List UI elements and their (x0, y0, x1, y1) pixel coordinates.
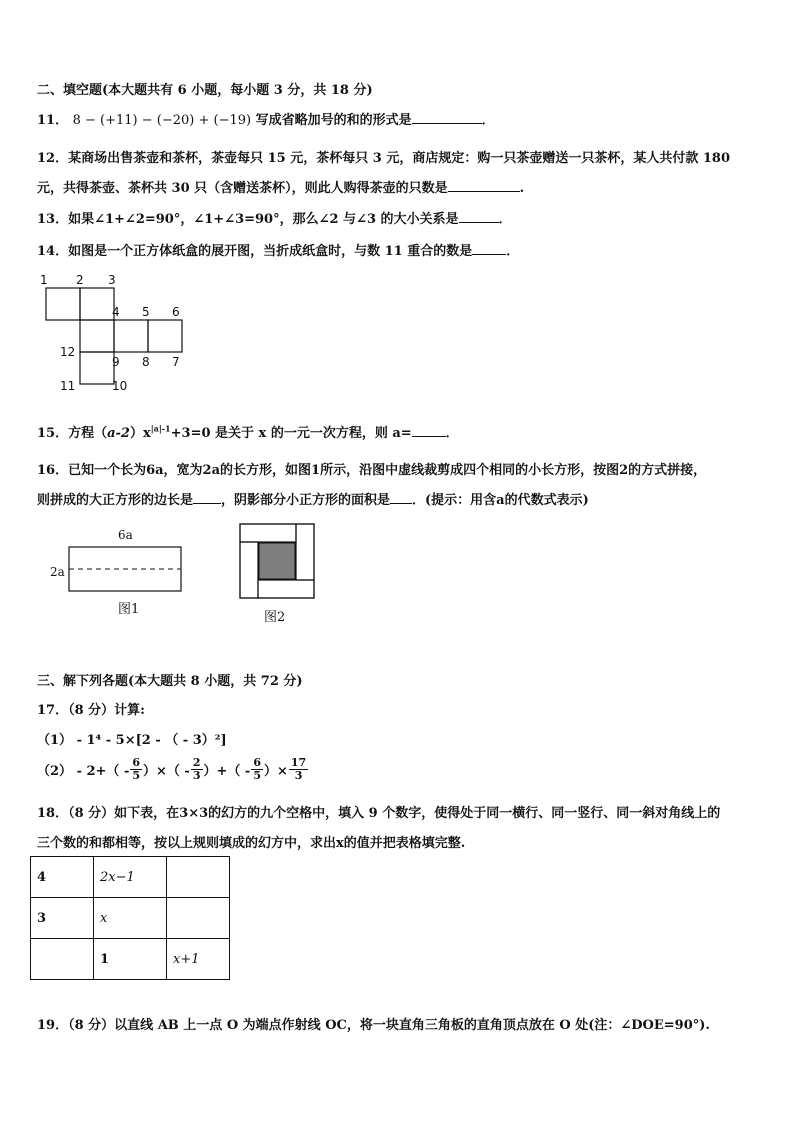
question-18-line1: 18．（8 分）如下表，在3×3的幻方的九个空格中，填入 9 个数字，使得处于同一横行、同一竖行、同一斜对角线上的 (37, 806, 721, 821)
q17-p2-a: （2） - 2+（ - (37, 764, 130, 779)
net-square-1 (46, 288, 80, 320)
q16-text-b: ，阴影部分小正方形的面积是 (221, 493, 391, 508)
net-label-2: 2 (76, 273, 84, 287)
section-3-heading: 三、解下列各题(本大题共 8 小题，共 72 分) (37, 674, 303, 689)
q15-pre: 15．方程（ (37, 426, 108, 441)
net-square-2 (80, 288, 114, 320)
q12-text: 元，共得茶壶、茶杯共 30 只（含赠送茶杯），则此人购得茶壶的只数是 (37, 181, 448, 196)
fraction-6-5-a: $\frac{6}{5}$ (132, 756, 141, 782)
net-label-10: 10 (112, 379, 128, 393)
q13-blank[interactable] (459, 210, 499, 223)
q17-p2-c: ）+（ - (203, 764, 251, 779)
net-label-5: 5 (142, 305, 150, 319)
q11-text: 写成省略加号的和的形式是 (255, 113, 412, 128)
q15-end: ． (445, 426, 459, 441)
net-label-1: 1 (40, 273, 48, 287)
question-19: 19．（8 分）以直线 AB 上一点 O 为端点作射线 OC，将一块直角三角板的直角顶点放在 O 处(注：∠DOE=90°). (37, 1018, 710, 1033)
question-17-title: 17．（8 分）计算: (37, 703, 145, 718)
q15-exponent: |a|-1 (150, 423, 171, 434)
question-13 (37, 208, 512, 227)
section-2-heading: 二、填空题(本大题共有 6 小题，每小题 3 分，共 18 分) (37, 83, 373, 98)
table-row (31, 857, 230, 898)
question-17-part2 (37, 757, 309, 782)
q15-post: +3=0 是关于 x 的一元一次方程，则 a= (170, 426, 412, 441)
question-14 (37, 240, 519, 259)
q15-blank[interactable] (412, 424, 446, 437)
fig2-square (238, 522, 318, 602)
q16-blank-1[interactable] (193, 491, 221, 504)
table-cell[interactable]: 3 (31, 898, 94, 939)
table-cell[interactable]: 1 (94, 939, 167, 980)
q11-number: 11． (37, 113, 69, 128)
q11-expression: 8 − (+11) − (−20) + (−19) (72, 113, 252, 128)
fig1-rectangle (68, 546, 184, 594)
fig1-left-label: 2a (50, 565, 65, 579)
table-cell[interactable] (167, 857, 230, 898)
q11-blank[interactable] (412, 111, 482, 124)
question-16-line2 (37, 489, 589, 508)
q16-text-c: ．(提示：用含a的代数式表示) (412, 493, 589, 508)
magic-square-table (30, 856, 230, 980)
net-square-5 (148, 320, 182, 352)
net-label-8: 8 (142, 355, 150, 369)
net-square-3 (80, 320, 114, 352)
question-12-line1: 12．某商场出售茶壶和茶杯，茶壶每只 15 元，茶杯每只 3 元，商店规定：购一只茶壶赠送一只茶杯，某人共付款 180 (37, 151, 730, 166)
question-16-line1: 16．已知一个长为6a，宽为2a的长方形，如图1所示，沿图中虚线裁剪成四个相同的小长方形，按图2的方式拼接， (37, 463, 707, 478)
table-cell[interactable]: 4 (31, 857, 94, 898)
q15-mid: ）x (129, 426, 151, 441)
fraction-6-5-b: $\frac{6}{5}$ (253, 756, 261, 782)
table-cell[interactable] (167, 898, 230, 939)
net-label-6: 6 (172, 305, 180, 319)
net-label-4: 4 (112, 305, 120, 319)
q14-text: 14．如图是一个正方体纸盒的展开图，当折成纸盒时，与数 11 重合的数是 (37, 244, 473, 259)
net-label-3: 3 (108, 273, 116, 287)
question-17-part1: （1） - 1⁴ - 5×[2 - （ - 3）²] (37, 733, 227, 748)
q16-blank-2[interactable] (390, 491, 412, 504)
question-12-line2 (37, 177, 524, 196)
q13-end: ． (498, 212, 512, 227)
table-row (31, 939, 230, 980)
q14-blank[interactable] (472, 242, 506, 255)
fig2-caption: 图2 (264, 610, 286, 625)
table-row (31, 898, 230, 939)
question-15 (37, 422, 459, 441)
q14-end: ． (506, 244, 520, 259)
question-18-line2: 三个数的和都相等，按以上规则填成的幻方中，求出x的值并把表格填完整. (37, 836, 466, 851)
net-label-11: 11 (60, 379, 76, 393)
fraction-2-3: $\frac{2}{3}$ (192, 756, 201, 782)
q17-p2-b: ）×（ - (143, 764, 190, 779)
net-label-7: 7 (172, 355, 180, 369)
cube-net-figure (36, 272, 196, 396)
net-square-6 (80, 352, 114, 384)
net-label-12: 12 (60, 345, 76, 359)
net-square-4 (114, 320, 148, 352)
q12-blank[interactable] (448, 179, 520, 192)
q17-p2-d: ）× (263, 764, 288, 779)
q11-end: ． (481, 113, 495, 128)
q13-text: 13．如果∠1+∠2=90°，∠1+∠3=90°，那么∠2 与∠3 的大小关系是 (37, 212, 459, 227)
net-label-9: 9 (112, 355, 120, 369)
fraction-17-3: $\frac{17}{3}$ (290, 756, 307, 782)
table-cell[interactable]: x+1 (167, 939, 230, 980)
fig1-top-label: 6a (118, 528, 133, 542)
table-cell[interactable] (31, 939, 94, 980)
question-11 (37, 109, 495, 128)
q15-a-minus-2: a-2 (107, 426, 130, 441)
table-cell[interactable]: 2x−1 (94, 857, 167, 898)
table-cell[interactable]: x (94, 898, 167, 939)
fig2-shaded-square (259, 543, 295, 579)
q12-end: . (519, 181, 525, 196)
q16-text-a: 则拼成的大正方形的边长是 (37, 493, 194, 508)
fig1-caption: 图1 (118, 602, 140, 617)
